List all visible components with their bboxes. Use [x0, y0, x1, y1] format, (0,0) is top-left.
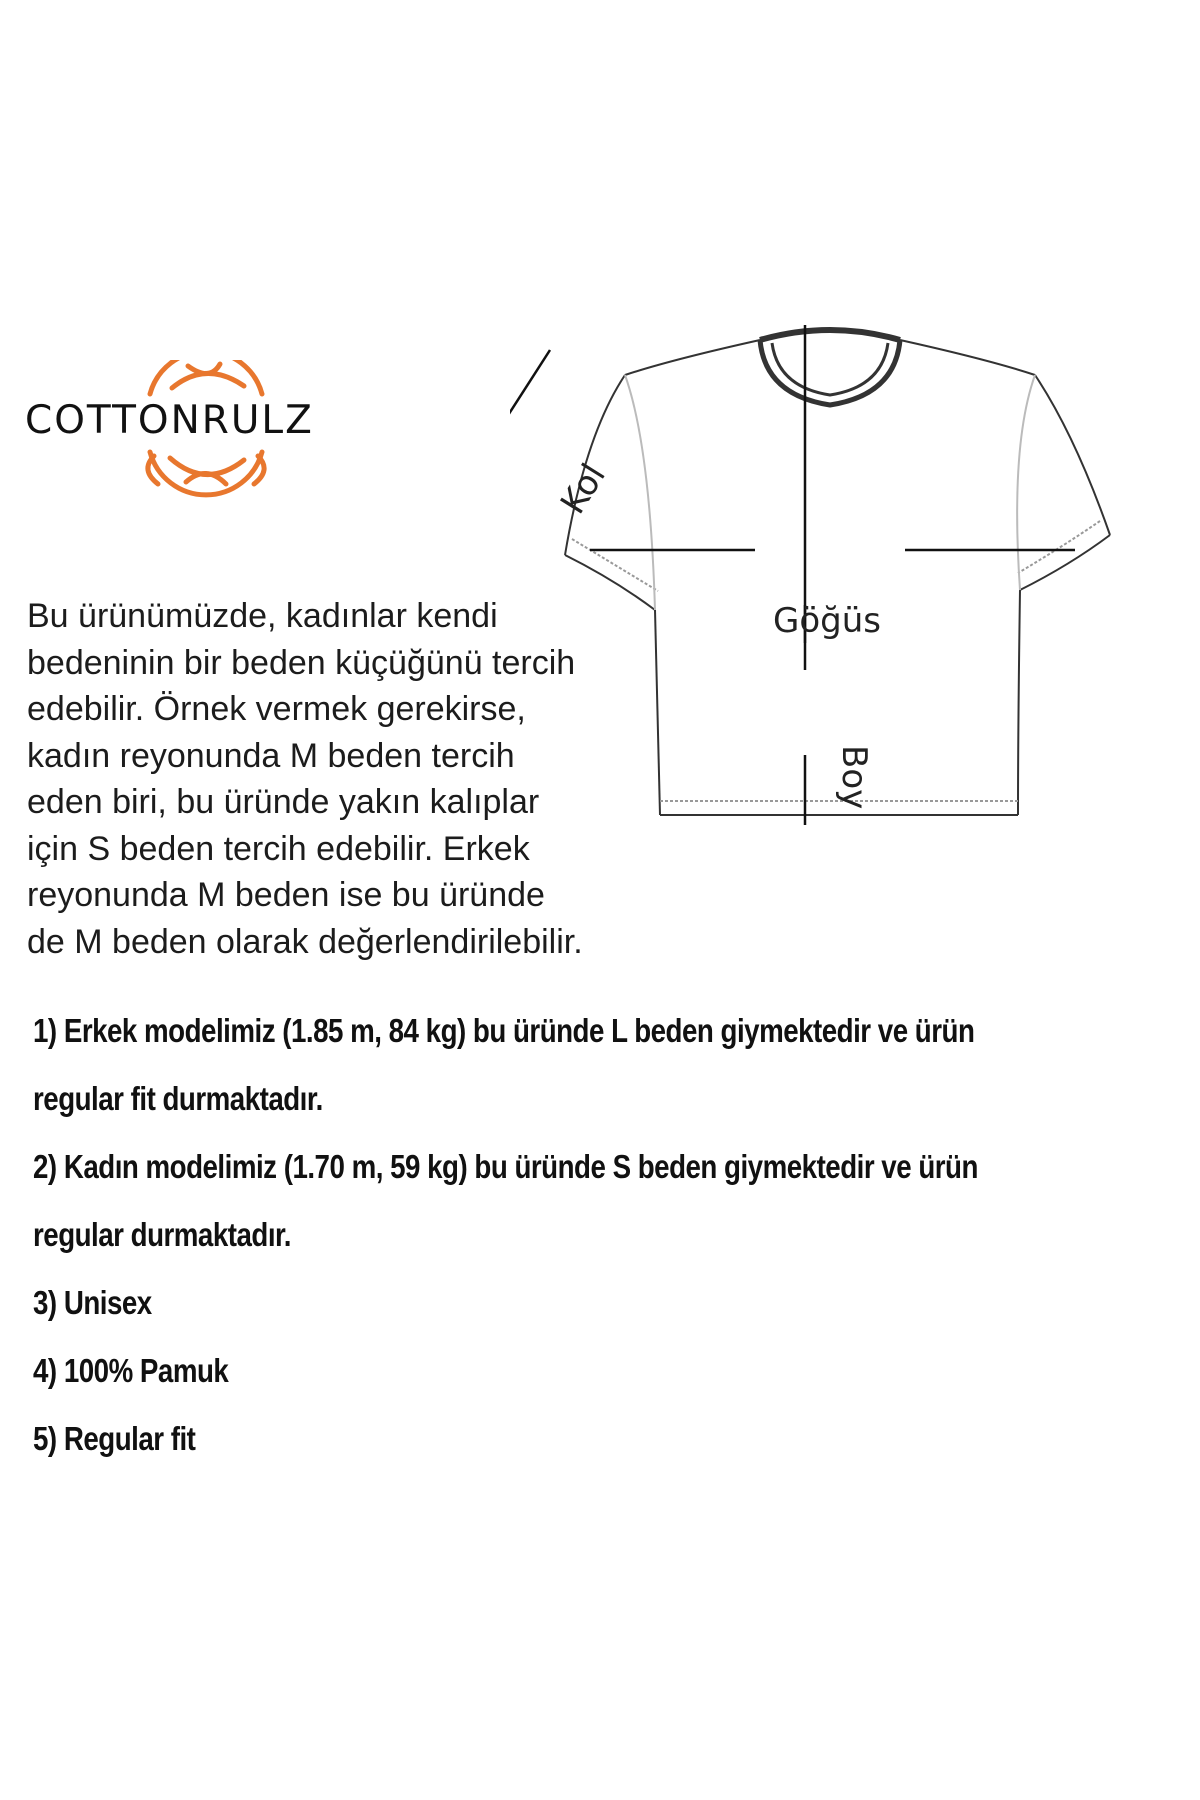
feature-line: 4) 100% Pamuk: [33, 1352, 229, 1389]
list-item: [33, 1343, 991, 1411]
list-item: [33, 1139, 991, 1275]
list-item: [33, 1411, 991, 1479]
list-item: [33, 1003, 991, 1139]
length-label: Boy: [834, 745, 874, 810]
list-item: [33, 1275, 991, 1343]
tshirt-icon: [510, 325, 1170, 965]
feature-line: regular durmaktadır.: [33, 1216, 291, 1253]
feature-line: 1) Erkek modelimiz (1.85 m, 84 kg) bu üründe L beden giymektedir ve ürün: [33, 1012, 975, 1049]
feature-line: 3) Unisex: [33, 1284, 152, 1321]
brand-name: COTTONRULZ: [25, 398, 314, 443]
brand-logo: [20, 360, 370, 500]
sleeve-label: Kol: [553, 456, 614, 522]
chest-label: Göğüs: [773, 601, 881, 641]
product-feature-list: [33, 1003, 991, 1479]
feature-line: 2) Kadın modelimiz (1.70 m, 59 kg) bu üründe S beden giymektedir ve ürün: [33, 1148, 978, 1185]
size-advice-text: Bu ürünümüzde, kadınlar kendi bedeninin bir beden küçüğünü tercih edebilir. Örnek vermek gerekirse, kadın reyonunda M beden tercih eden biri, bu üründe yakın kalıplar için S beden tercih edebilir. Erkek reyonunda M beden ise bu üründe de M beden olarak değerlendirilebilir.: [27, 597, 583, 961]
feature-line: regular fit durmaktadır.: [33, 1080, 323, 1117]
feature-line: 5) Regular fit: [33, 1420, 196, 1457]
